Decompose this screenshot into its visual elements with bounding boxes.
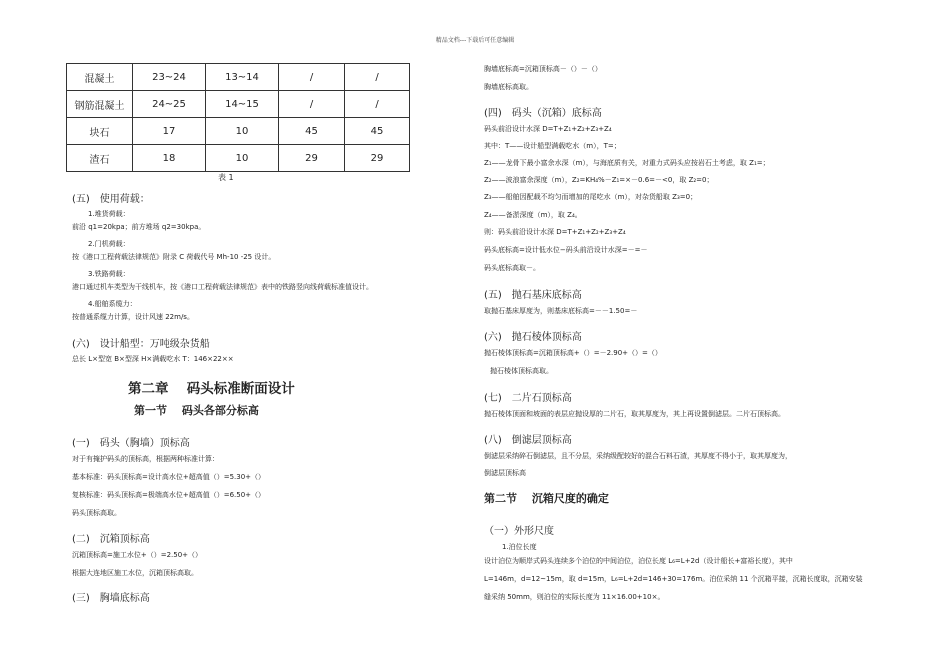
paragraph: Z₃——船舶因配载不均匀而增加的尾吃水（m），对杂货船取 Z₃=0；	[484, 193, 698, 201]
paragraph: 3.铁路荷载：	[88, 270, 130, 278]
paragraph: 倒滤层采纳碎石倒滤层，且不分层，采纳级配较好的混合石料石渣，其厚度不得小于，取其厚度为，	[484, 452, 792, 460]
paragraph: 码头顶标高取。	[72, 509, 121, 517]
section-heading: 第一节 码头各部分标高	[134, 404, 259, 417]
table-cell: 29	[279, 145, 345, 172]
table-cell: 45	[279, 118, 345, 145]
paragraph: 对于有掩护码头的顶标高，根据两种标准计算：	[72, 455, 219, 463]
section-title: (四) 码头（沉箱）底标高	[484, 108, 602, 119]
material-table	[66, 63, 410, 172]
table-row	[67, 118, 410, 145]
table-cell: 17	[133, 118, 206, 145]
paragraph: 总长 L×型宽 B×型深 H×满载吃水 T：146×22××	[72, 355, 234, 363]
table-cell: 钢筋混凝土	[67, 91, 133, 118]
paragraph: 码头底标高=设计低水位−码头前沿设计水深=－=－	[484, 246, 648, 254]
paragraph: 其中：T——设计船型满载吃水（m），T=；	[484, 142, 621, 150]
table-cell: 23~24	[133, 64, 206, 91]
table-cell: 10	[206, 118, 279, 145]
paragraph: 缝采纳 50mm，则泊位的实际长度为 11×16.00+10×。	[484, 593, 665, 601]
paragraph: 前沿 q1=20kpa；前方堆场 q2=30kpa。	[72, 223, 206, 231]
paragraph: 基本标准：码头顶标高=设计高水位+超高值（）=5.30+（）	[72, 473, 266, 481]
section-title: (五) 使用荷载：	[72, 194, 150, 205]
table-row	[67, 64, 410, 91]
paragraph: L=146m，d=12~15m，取 d=15m，L₆=L+2d=146+30=176m。泊位采纳 11 个沉箱平接，沉箱长度取，沉箱安装	[484, 575, 863, 583]
paragraph: 复核标准：码头顶标高=极端高水位+超高值（）=6.50+（）	[72, 491, 266, 499]
table-cell: /	[345, 91, 410, 118]
paragraph: 根据大连地区施工水位，沉箱顶标高取。	[72, 569, 198, 577]
section-title: (三) 胸墙底标高	[72, 593, 150, 604]
paragraph: Z₂——波浪富余深度（m），Z₂=KH₄%－Z₁=×－0.6=－<0，取 Z₂=0；	[484, 176, 714, 184]
table-cell: 45	[345, 118, 410, 145]
table-cell: 10	[206, 145, 279, 172]
paragraph: 胸墙底标高取。	[484, 83, 533, 91]
paragraph: 按普通系缆力计算，设计风速 22m/s。	[72, 313, 194, 321]
paragraph: 沉箱顶标高=施工水位+（）=2.50+（）	[72, 551, 203, 559]
table-cell: 18	[133, 145, 206, 172]
section-title: (一) 码头（胸墙）顶标高	[72, 438, 190, 449]
paragraph: 则：码头前沿设计水深 D=T+Z₁+Z₂+Z₃+Z₄	[484, 228, 626, 236]
section-title: （一）外形尺度	[484, 526, 554, 537]
paragraph: 1.泊位长度	[502, 543, 537, 551]
paragraph: 2.门机荷载：	[88, 240, 130, 248]
paragraph: 按《港口工程荷载法律规范》附录 C 荷载代号 Mh-10 -25 设计。	[72, 253, 276, 261]
paragraph: 取抛石基床厚度为，则基床底标高=－－1.50=－	[484, 307, 638, 315]
chapter-title: 第二章 码头标准断面设计	[128, 381, 295, 397]
table-cell: 14~15	[206, 91, 279, 118]
section-title: (六) 抛石棱体顶标高	[484, 332, 582, 343]
table-cell: 29	[345, 145, 410, 172]
paragraph: 抛石棱体顶标高取。	[490, 367, 553, 375]
table-row	[67, 145, 410, 172]
paragraph: 胸墙底标高=沉箱顶标高－（）－（）	[484, 65, 602, 73]
paragraph: Z₁——龙骨下最小富余水深（m），与海底质有关，对重力式码头应按岩石土考虑，取 Z₁=；	[484, 159, 770, 167]
table-cell: 混凝土	[67, 64, 133, 91]
paragraph: 码头前沿设计水深 D=T+Z₁+Z₂+Z₃+Z₄	[484, 125, 612, 133]
paragraph: 1.堆货荷载：	[88, 210, 130, 218]
section-title: (五) 抛石基床底标高	[484, 290, 582, 301]
page-header: 精品文档---下载后可任意编辑	[435, 37, 515, 44]
paragraph: 抛石棱体顶面和坡面的表层应抛设厚的二片石，取其厚度为，其上再设置倒滤层。二片石顶标高。	[484, 410, 785, 418]
paragraph: 抛石棱体顶标高=沉箱顶标高+（）=－2.90+（）=（）	[484, 349, 662, 357]
paragraph: 倒滤层顶标高	[484, 469, 526, 477]
paragraph: Z₄——备淤深度（m），取 Z₄。	[484, 211, 582, 219]
table-caption: 表 1	[218, 173, 234, 182]
table-cell: 13~14	[206, 64, 279, 91]
table-cell: /	[345, 64, 410, 91]
paragraph: 4.船舶系缆力：	[88, 300, 137, 308]
table-row	[67, 91, 410, 118]
paragraph: 码头底标高取－。	[484, 264, 540, 272]
section-title: (七) 二片石顶标高	[484, 393, 572, 404]
paragraph: 设计泊位为顺岸式码头连续多个泊位的中间泊位，泊位长度 L₆=L+2d（设计船长+富裕长度），其中	[484, 557, 793, 565]
table-cell: 块石	[67, 118, 133, 145]
table-cell: 24~25	[133, 91, 206, 118]
table-cell: 渣石	[67, 145, 133, 172]
paragraph: 港口通过机车类型为干线机车，按《港口工程荷载法律规范》表中的铁路竖向线荷载标准值设计。	[72, 283, 373, 291]
section-heading: 第二节 沉箱尺度的确定	[484, 492, 609, 505]
section-title: (六) 设计船型：万吨级杂货船	[72, 339, 210, 350]
section-title: (二) 沉箱顶标高	[72, 534, 150, 545]
section-title: (八) 倒滤层顶标高	[484, 435, 572, 446]
table-cell: /	[279, 91, 345, 118]
table-cell: /	[279, 64, 345, 91]
